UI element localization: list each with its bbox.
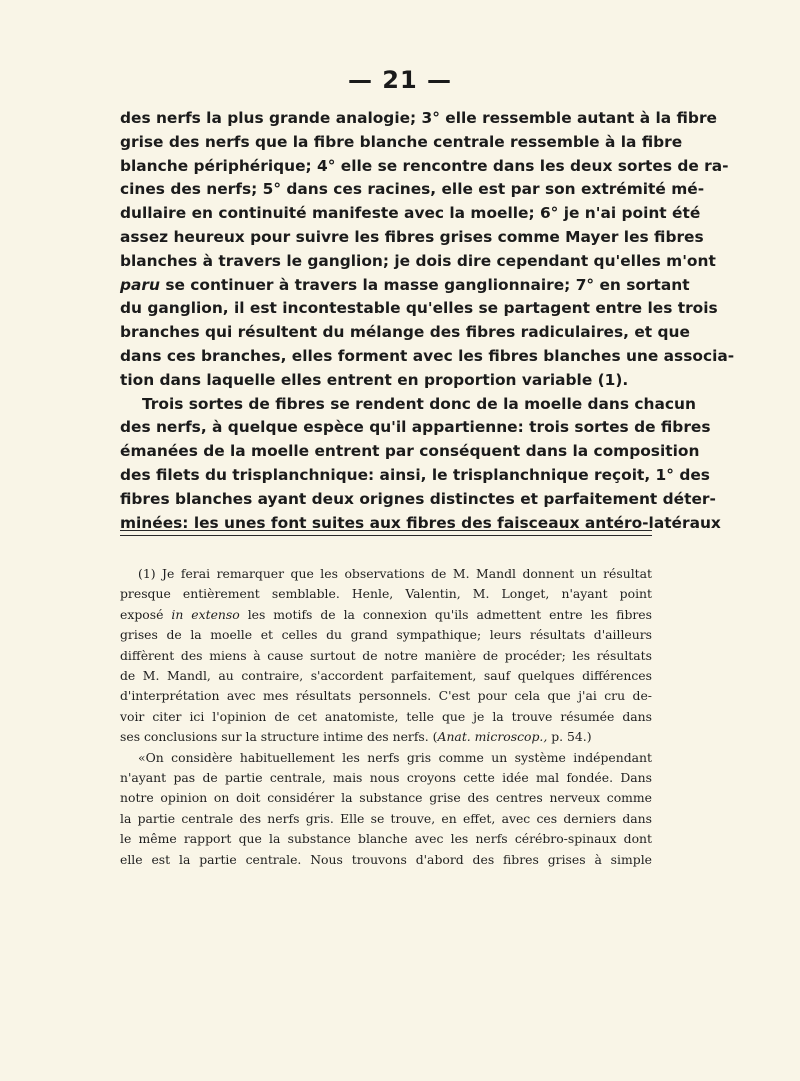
footnote-line: elle est la partie centrale. Nous trouvons d'abord des fibres grises à simple — [120, 851, 652, 867]
text-line: cines des nerfs; 5° dans ces racines, elle est par son extrémité mé- — [120, 180, 705, 199]
text-line: Trois sortes de fibres se rendent donc de la moelle dans chacun — [142, 394, 696, 413]
footnote-line: n'ayant pas de partie centrale, mais nous croyons cette idée mal fondée. Dans — [120, 770, 652, 786]
footnote-line: la partie centrale des nerfs gris. Elle se trouve, en effet, avec ces derniers dans — [120, 810, 652, 826]
text-line: dans ces branches, elles forment avec les fibres blanches une associa- — [120, 346, 735, 365]
footnote — [120, 564, 652, 870]
text-line: tion dans laquelle elles entrent en proportion variable (1). — [120, 370, 629, 389]
italic-phrase: in extenso — [171, 606, 240, 622]
footnote-line: presque entièrement semblable. Henle, Valentin, M. Longet, n'ayant point — [120, 586, 652, 602]
text-line: dullaire en continuité manifeste avec la moelle; 6° je n'ai point été — [120, 204, 701, 223]
text-fragment: exposé — [120, 606, 164, 622]
italic-word: paru — [120, 275, 160, 294]
text-fragment: les motifs de la connexion qu'ils admettent entre les fibres — [247, 606, 652, 622]
text-line — [120, 274, 690, 298]
citation-italic: Anat. microscop., — [437, 729, 548, 745]
footnote-line: d'interprétation avec mes résultats personnels. C'est pour cela que j'ai cru de- — [120, 688, 652, 704]
footnote-line: voir citer ici l'opinion de cet anatomiste, telle que je la trouve résumée dans — [120, 708, 652, 724]
footnote-line — [120, 605, 652, 625]
text-line: fibres blanches ayant deux orignes distinctes et parfaitement déter- — [120, 489, 716, 508]
text-fragment: se continuer à travers la masse ganglionnaire; 7° en sortant — [165, 275, 690, 294]
text-line: grise des nerfs que la fibre blanche centrale ressemble à la fibre — [120, 132, 683, 151]
footnote-line: de M. Mandl, au contraire, s'accordent parfaitement, sauf quelques différences — [120, 668, 652, 684]
text-line: blanches à travers le ganglion; je dois dire cependant qu'elles m'ont — [120, 251, 716, 270]
footnote-line: diffèrent des miens à cause surtout de notre manière de procéder; les résultats — [120, 647, 652, 663]
text-line: minées: les unes font suites aux fibres des faisceaux antéro-latéraux — [120, 513, 721, 532]
footnote-line: grises de la moelle et celles du grand sympathique; leurs résultats d'ailleurs — [120, 627, 652, 643]
text-line: blanche périphérique; 4° elle se rencontre dans les deux sortes de ra- — [120, 156, 729, 175]
footnote-line: le même rapport que la substance blanche avec les nerfs cérébro-spinaux dont — [120, 831, 652, 847]
text-line: assez heureux pour suivre les fibres grises comme Mayer les fibres — [120, 227, 704, 246]
page-number: — 21 — — [347, 66, 453, 94]
footnote-separator — [120, 530, 652, 531]
text-line: branches qui résultent du mélange des fibres radiculaires, et que — [120, 323, 690, 342]
footnote-separator-thin — [120, 535, 652, 536]
footnote-line — [120, 727, 652, 747]
text-line: des nerfs, à quelque espèce qu'il appartienne: trois sortes de fibres — [120, 418, 711, 437]
text-line: des nerfs la plus grande analogie; 3° elle ressemble autant à la fibre — [120, 109, 717, 127]
text-fragment: ses conclusions sur la structure intime des nerfs. ( — [120, 729, 438, 745]
footnote-line: «On considère habituellement les nerfs gris comme un système indépendant — [138, 749, 652, 765]
footnote-line: (1) Je ferai remarquer que les observations de M. Mandl donnent un résultat — [138, 566, 652, 581]
footnote-line: notre opinion on doit considérer la substance grise des centres nerveux comme — [120, 790, 652, 806]
main-text — [120, 107, 735, 535]
text-line: émanées de la moelle entrent par conséquent dans la composition — [120, 442, 700, 461]
text-line: des filets du trisplanchnique: ainsi, le trisplanchnique reçoit, 1° des — [120, 465, 710, 484]
text-line: du ganglion, il est incontestable qu'elles se partagent entre les trois — [120, 299, 718, 318]
text-fragment: p. 54.) — [547, 729, 592, 745]
